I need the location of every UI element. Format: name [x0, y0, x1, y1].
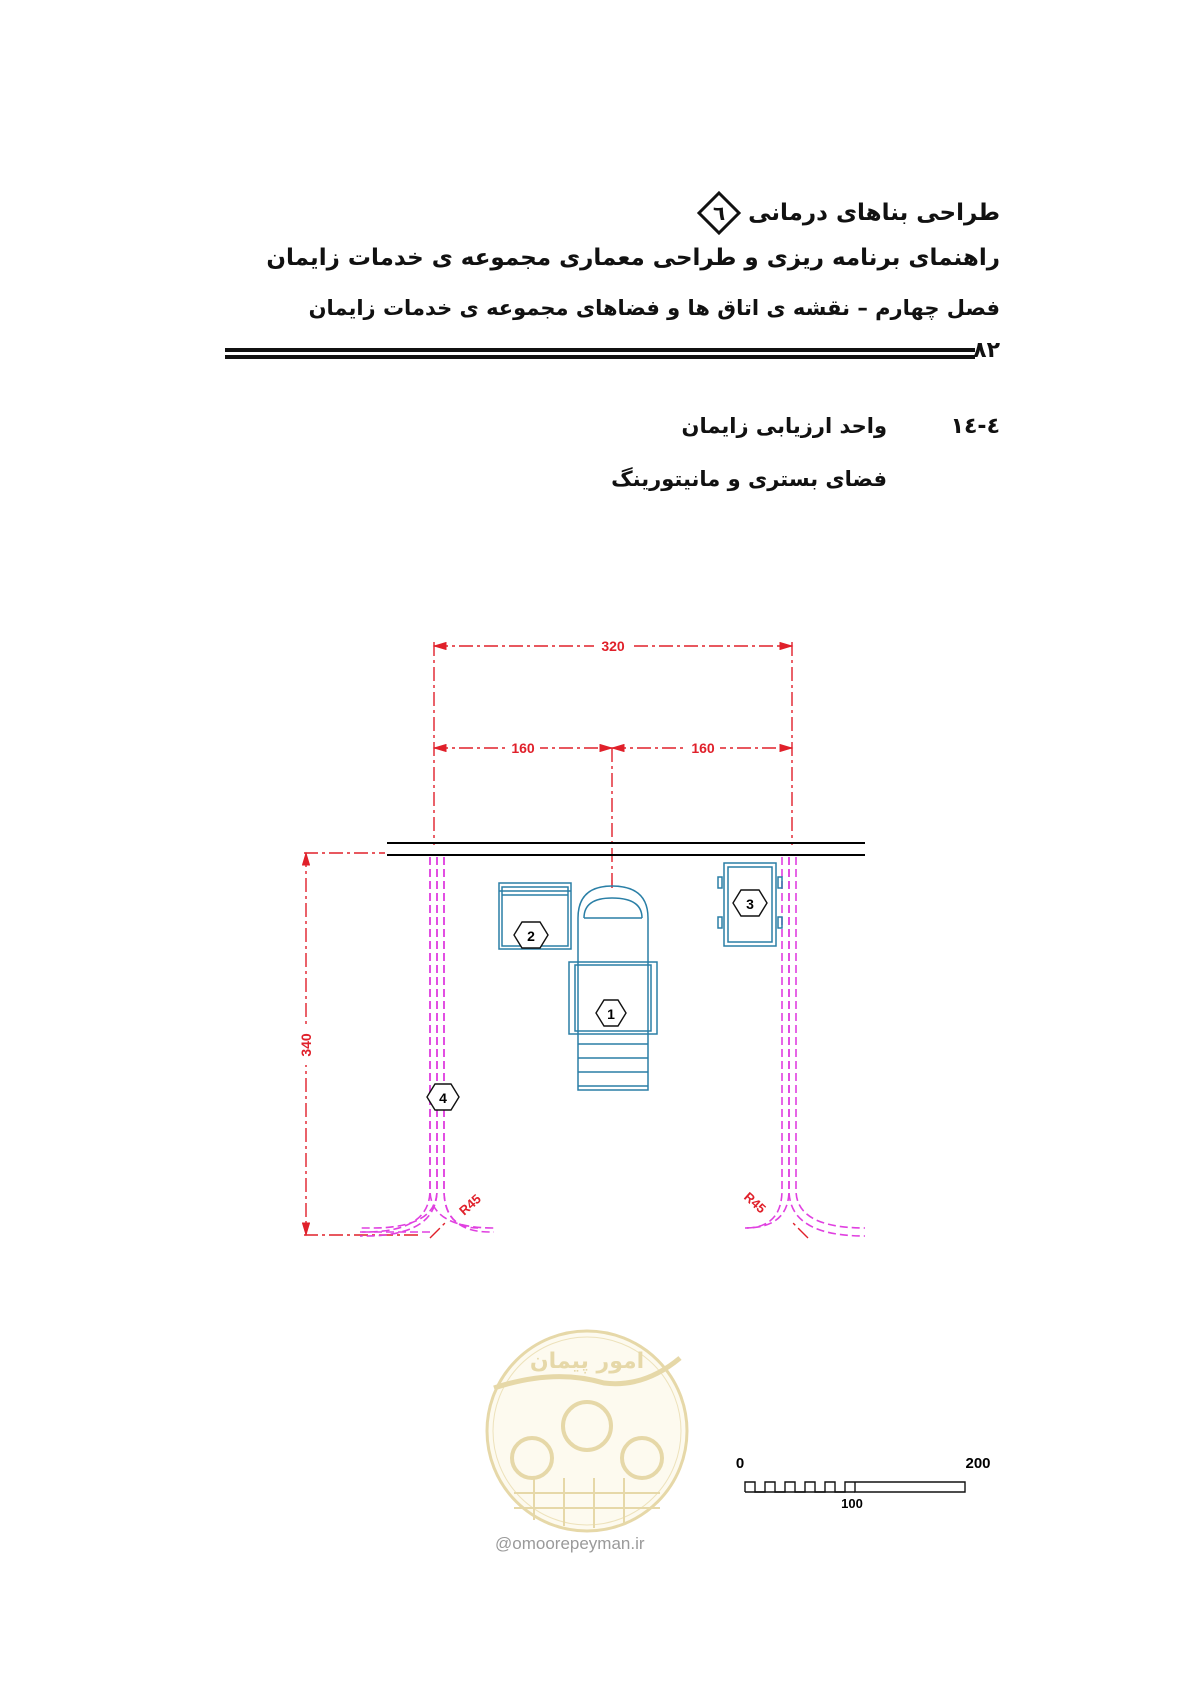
- tag-3: [733, 890, 767, 916]
- bed: [569, 880, 657, 1090]
- logo-text: امور پیمان: [529, 1349, 645, 1374]
- dimension-arrows: [306, 646, 792, 1235]
- tag-4: [427, 1084, 459, 1110]
- dim-left-half: 160: [511, 740, 535, 756]
- curtain-track-right: [745, 857, 865, 1236]
- section-title: واحد ارزیابی زایمان: [681, 414, 887, 438]
- radius-right-label: R45: [741, 1189, 769, 1217]
- dim-depth: 340: [298, 1033, 314, 1057]
- chapter-title: فصل چهارم – نقشه ی اتاق ها و فضاهای مجموعه ی خدمات زایمان: [308, 296, 1000, 320]
- tag-3-label: 3: [746, 896, 754, 912]
- book-number: ٦: [713, 201, 726, 225]
- tag-2-label: 2: [527, 928, 535, 944]
- dim-total-width: 320: [601, 638, 625, 654]
- website-watermark: @omoorepeyman.ir: [495, 1534, 645, 1553]
- scale-end: 200: [965, 1455, 991, 1472]
- page-number: ۸۲: [973, 338, 1000, 363]
- guide-title: راهنمای برنامه ریزی و طراحی معماری مجموعه ی خدمات زایمان: [266, 245, 1000, 271]
- watermark-logo: [484, 1328, 690, 1534]
- section-number: ٤-١٤: [950, 414, 1000, 439]
- scale-start: 0: [735, 1455, 745, 1472]
- curtain-track-left: [360, 857, 494, 1236]
- book-title: طراحی بناهای درمانی: [748, 200, 1000, 226]
- dimension-lines: [304, 642, 808, 1238]
- dim-right-half: 160: [691, 740, 715, 756]
- wall: [387, 843, 865, 855]
- scale-mid: 100: [841, 1496, 863, 1511]
- curtain-track-left-b: [360, 857, 494, 1228]
- tag-1: [596, 1000, 626, 1026]
- tag-2: [514, 922, 548, 948]
- tag-4-label: 4: [439, 1090, 447, 1106]
- tag-1-label: 1: [607, 1006, 615, 1022]
- radius-left-label: R45: [456, 1191, 484, 1219]
- space-title: فضای بستری و مانیتورینگ: [611, 467, 887, 491]
